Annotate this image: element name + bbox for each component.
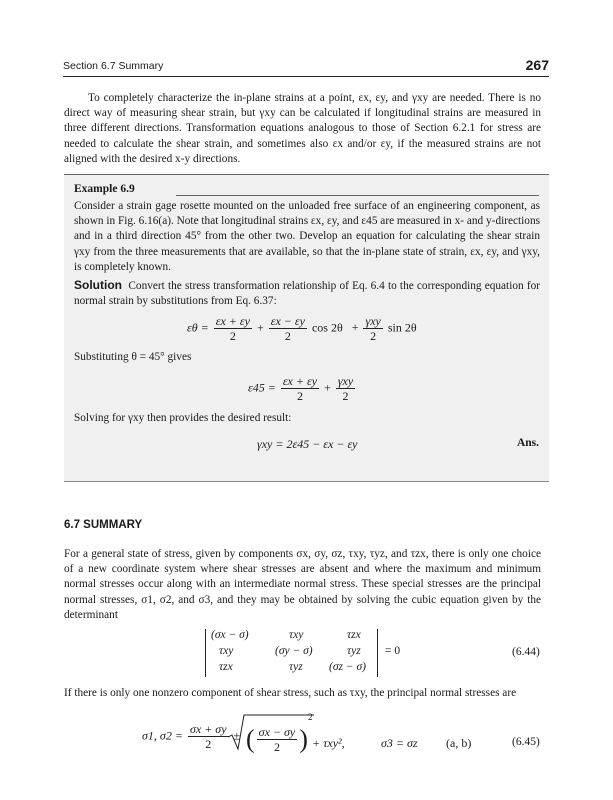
solution-paragraph [74, 278, 540, 309]
strain-transformation-equation [187, 314, 417, 343]
eq-number-6-45: (6.45) [512, 736, 540, 748]
eq645-tail: + τxy², [312, 736, 345, 750]
eq645-inner-frac: $\frac{\sigma x - \sigma y}{2}$ [258, 724, 296, 754]
solution-text: Convert the stress transformation relationship of Eq. 6.4 to the corresponding equation for normal strain by substitutions from Eq. 6.37: [74, 280, 540, 308]
example-title: Example 6.9 [74, 183, 135, 195]
summary-paragraph: For a general state of stress, given by components σx, σy, σz, τxy, τyz, and τzx, there is only one choice of a new coordinate system where shear stresses are absent and where the maximum and minimum normal stresses occur along with an intermediate normal stress. These special stresses are the principal normal stresses, σ1, σ2, and σ3, and they may be obtained by solving the cubic equation given by the determinant [64, 548, 541, 621]
det-cell: τyz [289, 661, 303, 673]
example-box [64, 174, 549, 482]
solution-label: Solution [74, 278, 122, 292]
summary-heading: 6.7 SUMMARY [64, 519, 143, 531]
sigma3-equation: σ3 = σz [381, 736, 418, 750]
eq645-radicand: ( $\frac{\sigma x - \sigma y}{2}$ )$^2$ [246, 712, 313, 754]
det-cell: τyz [347, 645, 361, 657]
eq645-ab: (a, b) [446, 736, 472, 750]
determinant-right-bar [377, 629, 378, 677]
running-header [63, 57, 549, 77]
eq645-square: 2 [307, 712, 313, 722]
eq1-frac2: $\frac{\varepsilon x - \varepsilon y}{2}$ [270, 314, 305, 343]
determinant-left-bar [205, 629, 206, 677]
eq645-frac: $\frac{\sigma x + \sigma y}{2}$ [189, 722, 227, 751]
eq2-plus: + [324, 380, 331, 395]
answer-label: Ans. [516, 437, 539, 449]
eq645-lhs: σ1, σ2 = [142, 728, 183, 743]
page-number: 267 [525, 57, 549, 73]
principal-stress-equation [142, 722, 240, 751]
eq1-plus1: + [256, 320, 264, 335]
det-equals: = 0 [385, 645, 401, 657]
det-cell: τxy [289, 629, 304, 641]
intro-paragraph: To completely characterize the in-plane strains at a point, εx, εy, and γxy are needed. There is no direct way of measuring shear strain, but γxy can be calculated if longitudinal strains are measured in three different directions. Transformation equations analogous to those of Section 6.2.1 for stress are needed to calculate the shear strain, and sometimes also εx and/or εy, if the measured strains are not aligned with the desired x-y directions. [64, 92, 541, 165]
eq1-cos: cos 2θ [311, 320, 343, 335]
eq1-frac1: $\frac{\varepsilon x + \varepsilon y}{2}$ [215, 314, 250, 343]
example-statement: Consider a strain gage rosette mounted on the unloaded free surface of an engineering component, as shown in Fig. 6.16(a). Note that longitudinal strains εx, εy, and ε45 are measured in x- and y-directions and in a third direction 45° from the other two. Develop an equation for calculating the shear strain γxy from the three measurements that are available, so that the in-plane state of strain, εx, εy, and γxy, is completely known. [74, 200, 540, 273]
principal-stress-determinant [205, 629, 401, 677]
eq2-frac1: $\frac{\varepsilon x + \varepsilon y}{2}$ [282, 374, 318, 403]
single-shear-paragraph: If there is only one nonzero component of shear stress, such as τxy, the principal normal stresses are [64, 687, 517, 699]
det-cell: τzx [347, 629, 361, 641]
eq645-pm: ± [233, 728, 241, 743]
det-cell: (σx − σ) [211, 629, 249, 641]
eq1-sin: sin 2θ [387, 320, 417, 335]
shear-strain-result: γxy = 2ε45 − εx − εy [257, 437, 358, 451]
substituting-text: Substituting θ = 45° gives [74, 351, 192, 363]
eq1-plus2: + [351, 320, 359, 335]
strain-45-equation [248, 374, 357, 403]
eq2-lhs: ε45 = [248, 380, 276, 395]
section-title: Section 6.7 Summary [63, 60, 164, 72]
solving-text: Solving for γxy then provides the desired result: [74, 412, 292, 424]
eq2-frac2: $\frac{\text{γxy}}{2}$ [337, 374, 354, 403]
det-cell: τzx [219, 661, 233, 673]
eq-number-6-44: (6.44) [512, 646, 540, 658]
eq1-frac3: $\frac{\text{γxy}}{2}$ [365, 314, 381, 343]
example-title-rule [176, 195, 539, 196]
det-cell: (σz − σ) [329, 661, 366, 673]
det-cell: τxy [219, 645, 234, 657]
eq1-lhs: εθ = [187, 320, 209, 335]
det-cell: (σy − σ) [275, 645, 313, 657]
